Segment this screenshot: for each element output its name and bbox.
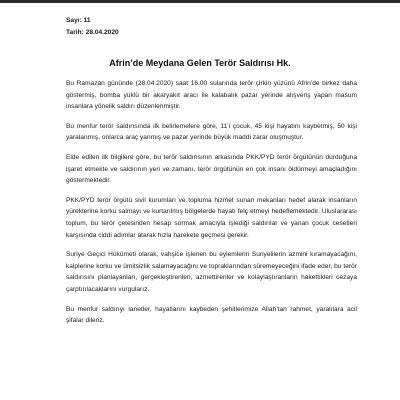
paragraph: Bu menfur terör saldırısında ilk belirlemelere göre, 11’i çocuk, 45 kişi hayatını kaybetmiş, 50 kişi yaralanmış, onlarca araç yanmış ve pazar yerinde büyük maddi zarar oluşmuştur. — [66, 122, 357, 142]
paragraph: Bu Ramazan gününde (28.04.2020) saat 16.00 sularında terör çirkin yüzünü Afrin’de birkez daha göstermiş, bomba yüklü bir akaryakıt aracı ile kalabalık pazar yerinde alışveriş yapan masum insanlara yönelik saldırı düzenlenmiştir. — [66, 80, 357, 111]
paragraph: PKK/PYD terör örgütü sivil kurumları ve topluma hizmet sunan mekanları hedef alarak insanların yüreklerine korku salmayı ve kurtarılmış bölgelerde hayatı felç etmeyi hedeflemektedir. Uluslararası toplum, bu terör çetesinden hesap sormak amacıyla işlediği saldırılar ve yanan çocuk cesetleri karşısında ciddi adımlar atarak hızla harekete geçmesi gerekir. — [66, 196, 357, 239]
document-date: Tarih: 28.04.2020 — [66, 28, 119, 36]
document-body — [66, 78, 357, 335]
paragraph: Bu menfur saldırıyı lanetler, hayatlarını kaybeden şehitlerimize Allah’tan rahmet, yaralılara acil şifalar dileriz. — [66, 305, 357, 325]
document-number: Sayı: 11 — [66, 17, 91, 24]
paragraph: Suriye Geçici Hükümeti olarak, vahşice işlenen bu eylemlerin Suriyelilerin azmini kıramayacağını, kalplerine korku ve ümitsizlik salamayacağını ve topraklarından süremeyeceğini ifade eder, bu terör saldırısını planlayanları, gerçekleştirenleri, azmettirenler ve kolaylaştıranların hakettikleri cezaya çarptırılacaklarını vurgularız. — [66, 251, 357, 293]
document-title: Afrin’de Meydana Gelen Terör Saldırısı Hk. — [109, 58, 291, 68]
document-meta — [66, 15, 119, 38]
paragraph: Elde edilen ilk bilgilere göre, bu terör saldırısının arkasında PKK/PYD terör örgütünün durduğuna işaret etmekte ve saldırının yeri ve zamanı, terör örgütünün en çok insanı öldürmeyi amaçladığını göstermektedir. — [66, 154, 357, 185]
